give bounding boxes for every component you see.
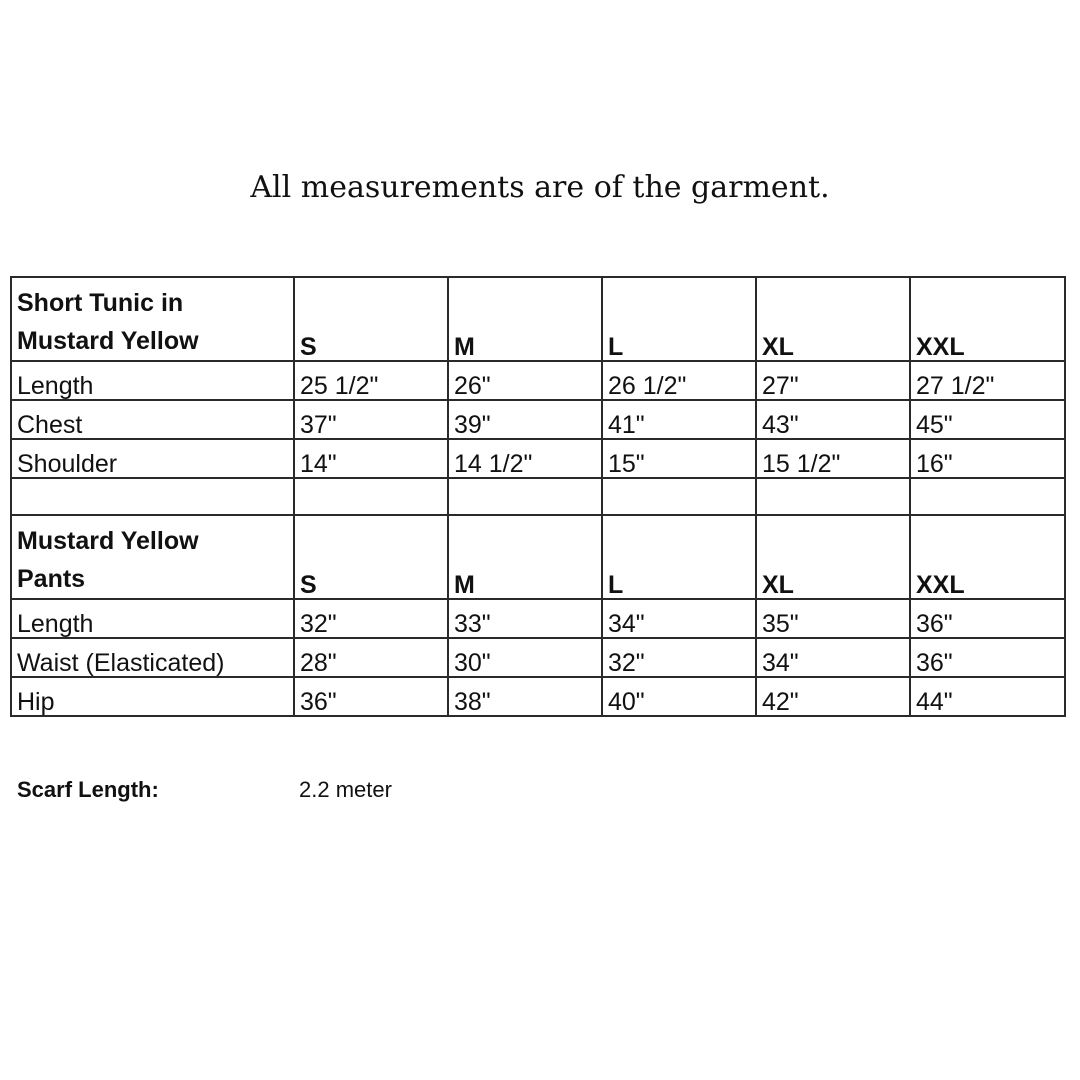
size-header-xl: XL bbox=[756, 277, 910, 361]
row-label: Length bbox=[11, 599, 294, 638]
cell-value: 40" bbox=[602, 677, 756, 716]
size-header-l: L bbox=[602, 277, 756, 361]
cell-value: 30" bbox=[448, 638, 602, 677]
row-label: Shoulder bbox=[11, 439, 294, 478]
cell-value: 34" bbox=[602, 599, 756, 638]
empty-cell bbox=[910, 478, 1065, 515]
cell-value: 36" bbox=[910, 638, 1065, 677]
cell-value: 33" bbox=[448, 599, 602, 638]
pants-header-row bbox=[11, 515, 1065, 599]
tunic-header-row bbox=[11, 277, 1065, 361]
row-label: Waist (Elasticated) bbox=[11, 638, 294, 677]
cell-value: 14 1/2" bbox=[448, 439, 602, 478]
size-header-m: M bbox=[448, 277, 602, 361]
table-row bbox=[11, 361, 1065, 400]
size-header-s: S bbox=[294, 515, 448, 599]
cell-value: 36" bbox=[910, 599, 1065, 638]
cell-value: 32" bbox=[602, 638, 756, 677]
page-heading: All measurements are of the garment. bbox=[250, 170, 830, 205]
table-row bbox=[11, 400, 1065, 439]
table-row bbox=[11, 599, 1065, 638]
cell-value: 39" bbox=[448, 400, 602, 439]
cell-value: 45" bbox=[910, 400, 1065, 439]
empty-cell bbox=[294, 478, 448, 515]
cell-value: 14" bbox=[294, 439, 448, 478]
row-label: Chest bbox=[11, 400, 294, 439]
cell-value: 43" bbox=[756, 400, 910, 439]
size-header-l: L bbox=[602, 515, 756, 599]
cell-value: 15 1/2" bbox=[756, 439, 910, 478]
size-chart-table bbox=[10, 276, 1066, 717]
cell-value: 36" bbox=[294, 677, 448, 716]
cell-value: 41" bbox=[602, 400, 756, 439]
table-row bbox=[11, 638, 1065, 677]
table-row bbox=[11, 439, 1065, 478]
scarf-length-value: 2.2 meter bbox=[299, 777, 392, 802]
empty-cell bbox=[756, 478, 910, 515]
cell-value: 42" bbox=[756, 677, 910, 716]
cell-value: 27" bbox=[756, 361, 910, 400]
size-header-s: S bbox=[294, 277, 448, 361]
table-row bbox=[11, 677, 1065, 716]
cell-value: 38" bbox=[448, 677, 602, 716]
cell-value: 34" bbox=[756, 638, 910, 677]
cell-value: 26" bbox=[448, 361, 602, 400]
tunic-section-title: Short Tunic in Mustard Yellow bbox=[11, 277, 294, 361]
cell-value: 15" bbox=[602, 439, 756, 478]
spacer-row bbox=[11, 478, 1065, 515]
cell-value: 32" bbox=[294, 599, 448, 638]
cell-value: 27 1/2" bbox=[910, 361, 1065, 400]
cell-value: 35" bbox=[756, 599, 910, 638]
empty-cell bbox=[448, 478, 602, 515]
size-header-xl: XL bbox=[756, 515, 910, 599]
cell-value: 16" bbox=[910, 439, 1065, 478]
empty-cell bbox=[11, 478, 294, 515]
empty-cell bbox=[602, 478, 756, 515]
cell-value: 28" bbox=[294, 638, 448, 677]
cell-value: 26 1/2" bbox=[602, 361, 756, 400]
size-header-xxl: XXL bbox=[910, 277, 1065, 361]
size-header-xxl: XXL bbox=[910, 515, 1065, 599]
cell-value: 44" bbox=[910, 677, 1065, 716]
row-label: Length bbox=[11, 361, 294, 400]
cell-value: 37" bbox=[294, 400, 448, 439]
row-label: Hip bbox=[11, 677, 294, 716]
size-header-m: M bbox=[448, 515, 602, 599]
scarf-length-label: Scarf Length: bbox=[17, 777, 159, 802]
cell-value: 25 1/2" bbox=[294, 361, 448, 400]
pants-section-title: Mustard Yellow Pants bbox=[11, 515, 294, 599]
